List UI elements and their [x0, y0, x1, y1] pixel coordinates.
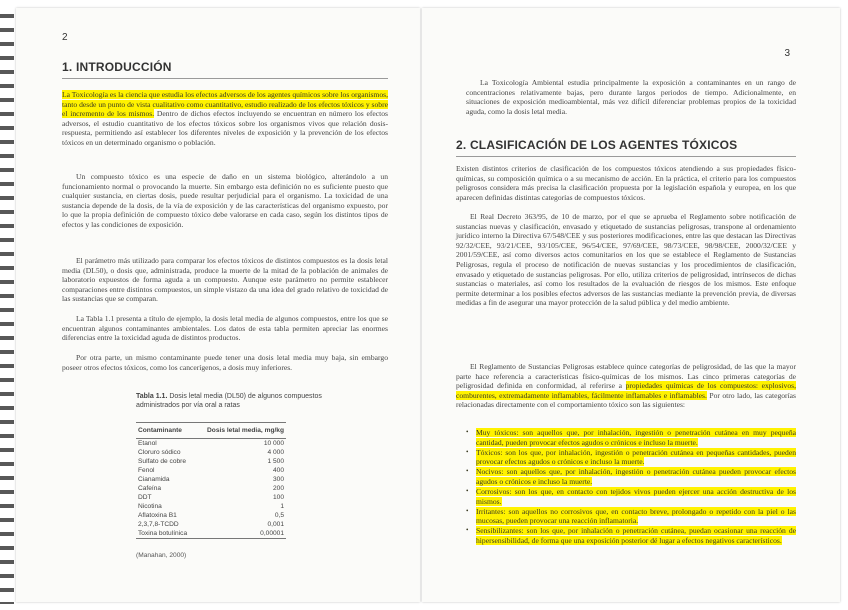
toxicity-categories-list — [466, 428, 796, 546]
contaminant-name: Aflatoxina B1 — [138, 512, 177, 519]
heading-rule — [456, 156, 796, 157]
bullet-icon: • — [466, 447, 469, 456]
dose-value: 1 — [280, 503, 284, 510]
paragraph-categories: El Reglamento de Sustancias Peligrosas establece quince categorías de peligrosidad, de las que la mayor parte hace referencia a características físico-químicas de los mismos. Las cinco primeras categorías de peligrosidad definida en conformidad, al referirse a propiedades químicas de los compuestos: explosivos, comburentes, extremadamente inflamables, fácilmente inflamables e inflamables. Por otro lado, las categorías relacionadas directamente con el comportamiento tóxico son las siguientes: — [456, 362, 797, 410]
list-item — [466, 487, 796, 506]
page-number: 3 — [784, 48, 790, 59]
table-row — [136, 493, 286, 502]
table-row — [136, 484, 286, 493]
table-row — [136, 448, 286, 457]
bullet-icon: • — [466, 428, 469, 436]
contaminant-name: Sulfato de cobre — [138, 458, 187, 465]
highlighted-text: Irritantes: son aquellos no corrosivos que, en contacto breve, prolongado o repetido con la piel o las mucosas, pueden provocar una reacción inflamatoria. — [476, 506, 796, 526]
list-item — [466, 467, 796, 486]
paragraph-environmental-toxicology: La Toxicología Ambiental estudia principalmente la exposición a contaminantes en un rango de concentraciones relativamente bajas, pero durante largos periodos de tiempo. Adicionalmente, en situaciones de exposición medioambiental, más vez difícil diferenciar problemas propios de la toxicidad aguda, como la dosis letal media. — [466, 78, 796, 116]
paragraph-other-effects: Por otra parte, un mismo contaminante puede tener una dosis letal media muy baja, sin embargo poseer otros efectos tóxicos, como los cancerígenos, a dosis muy inferiores. — [62, 353, 388, 372]
bullet-icon: • — [466, 506, 469, 515]
highlighted-text: Tóxicos: son los que, por inhalación, ingestión o penetración cutánea en pequeñas cantidades, pueden provocar efectos agudos o crónicos e incluso la muerte. — [476, 447, 796, 467]
dose-value: 200 — [272, 485, 284, 492]
paragraph-dl50: El parámetro más utilizado para comparar los efectos tóxicos de distintos compuestos es la dosis letal media (DL50), o dosis que, administrada, produce la muerte de la mitad de la población de animales de laboratorio expuestos de forma aguda a un compuesto. Aunque este parámetro no permite establecer comparaciones entre distintos compuestos, un simple vistazo da una idea del grado relativo de toxicidad de las sustancias que se comparan. — [62, 256, 388, 304]
table-row — [136, 529, 286, 539]
dose-value: 100 — [272, 494, 284, 501]
contaminant-name: Etanol — [138, 440, 157, 447]
section-heading-introduccion: 1. INTRODUCCIÓN — [62, 60, 172, 74]
paragraph-text: Dentro de dichos efectos incluyendo se encuentran en número los efectos adversos, el estudio cuantitativo de los efectos tóxicos sobre los organismos vivos que relación dosis-respuesta, permitiendo así establecer los diferentes niveles de exposición y la prevención de los efectos tóxicos en un determinado organismo o población. — [62, 109, 388, 147]
left-page — [16, 8, 420, 602]
bullet-icon: • — [466, 487, 469, 496]
dl50-table — [136, 422, 286, 539]
paragraph-table-ref: La Tabla 1.1 presenta a título de ejemplo, la dosis letal media de algunos compuestos, entre los que se encuentran algunos contaminantes ambientales. Los datos de esta tabla permiten apreciar las enormes diferencias entre la toxicidad aguda de distintos productos. — [62, 314, 388, 343]
paragraph-real-decreto: El Real Decreto 363/95, de 10 de marzo, por el que se aprueba el Reglamento sobre notificación de sustancias nuevas y clasificación, envasado y etiquetado de sustancias peligrosas, transpone al ordenamiento jurídico interno la Directiva 67/548/CEE y sus posteriores modificaciones, entre las que destacan las Directivas 92/32/CEE, 93/21/CEE, 93/105/CEE, 96/54/CEE, 97/69/CEE, 98/73/CEE, 98/98/CEE, 2000/32/CEE y 2001/59/CEE, así como diversos actos comunitarios en los que se establece el Reglamento de Sustancias Peligrosas, regula el proceso de notificación de nuevas sustancias y los procedimientos de clasificación, envasado y etiquetado de sustancias peligrosas. Por ello, utiliza criterios de peligrosidad, intrínsecos de dichas sustancias o materiales, así como los resultados de la evaluación de riesgos de los mismos. Este enfoque permite determinar a los posibles efectos adversos de las sustancias mediante la prevención previa, de diversas medidas a fin de asegurar una mayor protección de la salud pública y del medio ambiente. — [456, 212, 796, 308]
heading-rule — [62, 78, 388, 79]
table-row — [136, 457, 286, 466]
highlighted-text: Sensibilizantes: son los que, por inhalación o penetración cutánea, puedan ocasionar una reacción de hipersensibilidad, de forma que una exposición posterior dé lugar a efectos negativos característicos. — [476, 526, 796, 546]
dose-value: 4 000 — [267, 449, 284, 456]
paragraph-toxic-definition: Un compuesto tóxico es una especie de daño en un sistema biológico, alterándolo a un funcionamiento normal o provocando la muerte. Sin embargo esta definición no es suficiente puesto que cualquier sustancia, en ciertas dosis, puede resultar perjudicial para el organismo. La toxicidad de una sustancia depende de la dosis, de la vía de exposición y de las características del organismo expuesto, por lo que la propia definición de compuesto tóxico debe valorarse en cada caso, según los distintos tipos de efectos y las condiciones de exposición. — [62, 172, 388, 229]
table-header-dose: Dosis letal media, mg/kg — [195, 423, 286, 439]
contaminant-name: DDT — [138, 494, 152, 501]
table-source: (Manahan, 2000) — [136, 552, 187, 559]
contaminant-name: Cianamida — [138, 476, 170, 483]
list-item — [466, 526, 796, 545]
bullet-icon: • — [466, 467, 469, 476]
contaminant-name: Cloruro sódico — [138, 449, 181, 456]
highlighted-text: Corrosivos: son los que, en contacto con tejidos vivos pueden ejercer una acción destructiva de los mismos. — [476, 487, 796, 506]
spiral-binding — [0, 14, 14, 604]
dose-value: 0,5 — [274, 512, 284, 519]
table-row — [136, 520, 286, 529]
highlighted-text: Muy tóxicos: son aquellos que, por inhalación, ingestión o penetración cutánea en muy pequeña cantidad, pueden provocar efectos agudos o crónicos e incluso la muerte. — [476, 428, 796, 447]
list-item — [466, 428, 796, 447]
dose-value: 300 — [272, 476, 284, 483]
bullet-icon: • — [466, 526, 469, 535]
right-page — [422, 8, 840, 602]
list-item — [466, 448, 796, 467]
contaminant-name: Fenol — [138, 467, 155, 474]
contaminant-name: Toxina botulínica — [136, 529, 195, 539]
highlighted-text: Nocivos: son aquellos que, por inhalación, ingestión o penetración cutánea pueden provocar efectos agudos o crónicos e incluso la muerte. — [476, 467, 796, 486]
highlighted-text: La Toxicología es la ciencia que estudia los efectos adversos de los agentes químicos sobre los organismos, tanto desde un punto de vista cualitativo como cuantitativo, estudio realizado de los efectos tóxicos y sobre el incremento de los mismos. — [62, 90, 388, 119]
section-heading-clasificacion: 2. CLASIFICACIÓN DE LOS AGENTES TÓXICOS — [456, 138, 738, 152]
table-row — [136, 466, 286, 475]
contaminant-name: Nicotina — [138, 503, 162, 510]
dose-value: 1 500 — [267, 458, 284, 465]
table-header-contaminant: Contaminante — [136, 423, 195, 439]
paragraph-classification-criteria: Existen distintos criterios de clasificación de los compuestos tóxicos atendiendo a sus propiedades físico-químicas, su composición química o a su mecanismo de acción. En la práctica, el criterio para los compuestos peligrosos considera más precisa la clasificación propuesta por la legislación española y europea, en los que aparecen definidas distintas categorías de compuestos tóxicos. — [456, 164, 796, 202]
table-row — [136, 439, 286, 449]
list-item — [466, 507, 796, 526]
highlighted-text: propiedades químicas de los compuestos: explosivos, comburentes, extremadamente inflamables, fácilmente inflamables e inflamables. — [456, 381, 796, 400]
contaminant-name: 2,3,7,8-TCDD — [138, 521, 179, 528]
dose-value: 0,00001 — [195, 529, 286, 539]
contaminant-name: Cafeína — [138, 485, 162, 492]
table-row — [136, 475, 286, 484]
paragraph-intro — [62, 90, 388, 148]
table-row — [136, 511, 286, 520]
table-caption: Tabla 1.1. Dosis letal media (DL50) de algunos compuestos administrados por vía oral a ratas — [136, 393, 322, 409]
page-number: 2 — [62, 32, 68, 43]
dose-value: 400 — [272, 467, 284, 474]
dose-value: 0,001 — [267, 521, 284, 528]
table-row — [136, 502, 286, 511]
dose-value: 10 000 — [263, 440, 284, 447]
